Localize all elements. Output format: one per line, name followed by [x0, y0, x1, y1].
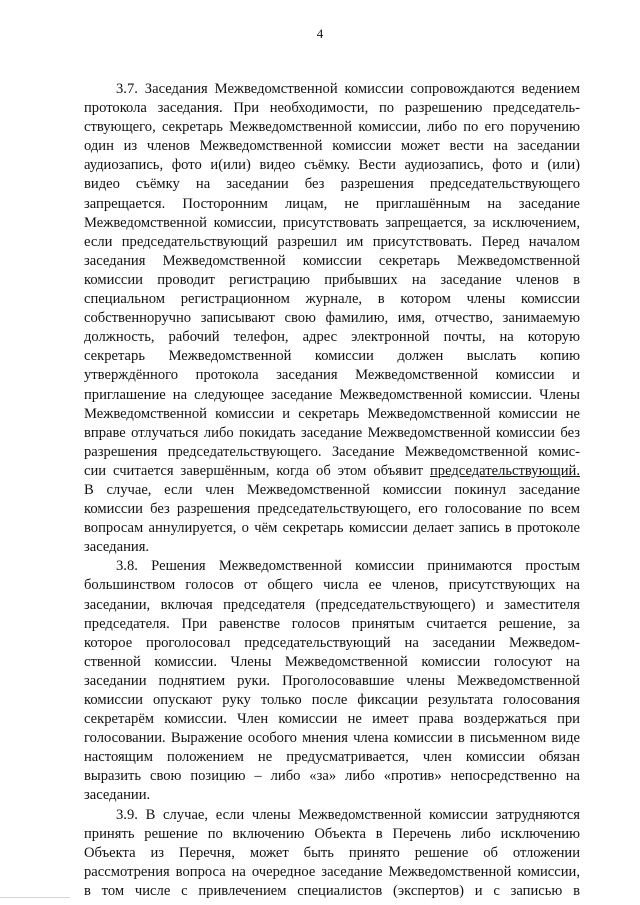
text-line: заседании поднятием руки. Проголосовавшие члены Межведомственной — [84, 672, 580, 689]
text-line: 3.8. Решения Межведомственной комиссии принимаются простым — [116, 558, 580, 575]
text-line: Межведомственной комиссии, присутствовать запрещается, за исключением, — [84, 214, 580, 231]
text-line: голосовании. Выражение особого мнения члена комиссии в письменном виде — [84, 730, 580, 747]
page-number: 4 — [316, 26, 324, 41]
text-line: Объекта из Перечня, может быть принято решение об отложении — [84, 844, 580, 861]
text-line: вопросам аннулируется, о чём секретарь комиссии делает запись в протоколе — [84, 520, 580, 537]
text-line: секретарём комиссии. Член комиссии не имеет права воздержаться при — [84, 711, 580, 728]
text-line: если председательствующий разрешил им присутствовать. Перед началом — [84, 233, 580, 250]
text-line: утверждённого протокола заседания Межведомственной комиссии и — [84, 367, 580, 384]
text-line: видео съёмку на заседании без разрешения председательствующего — [84, 176, 580, 193]
text-line: сии считается завершённым, когда об этом объявит председательствующий. — [84, 462, 580, 479]
text-line: протокола заседания. При необходимости, по разрешению председатель- — [84, 100, 580, 117]
text-line: которое проголосовал председательствующий на заседании Межведом- — [84, 634, 580, 651]
text-line: заседании. — [84, 787, 151, 804]
text-line: заседании, включая председателя (председательствующего) и заместителя — [84, 596, 580, 613]
text-line: секретарь Межведомственной комиссии должен выслать копию — [84, 348, 580, 365]
text-line: рассмотрения вопроса на очередное заседание Межведомственной комиссии, — [84, 863, 580, 880]
text-line: комиссии опускают руку только после фиксации результата голосования — [84, 692, 580, 708]
text-line: вправе отлучаться либо покидать заседание Межведомственной комиссии без — [84, 424, 580, 441]
text-line: председателя. При равенстве голосов принятым считается решение, за — [84, 615, 580, 632]
text-line: один из членов Межведомственной комиссии может вести на заседании — [84, 138, 580, 155]
text-line: заседания Межведомственной комиссии секретарь Межведомственной — [84, 252, 580, 269]
text-line: 3.7. Заседания Межведомственной комиссии сопровождаются ведением — [116, 81, 580, 97]
text-line: Межведомственной комиссии и секретарь Межведомственной комиссии не — [84, 405, 580, 422]
text-line: собственноручно записывают свою фамилию, имя, отчество, занимаемую — [84, 310, 580, 327]
text-line: ствующего, секретарь Межведомственной комиссии, либо по его поручению — [84, 119, 580, 136]
underlined-text: председательствующий. — [429, 462, 580, 479]
text-line: специальном регистрационном журнале, в котором члены комиссии — [84, 291, 580, 308]
text-line: запрещается. Посторонним лицам, не приглашённым на заседание — [84, 195, 580, 212]
text-line: 3.9. В случае, если члены Межведомственной комиссии затрудняются — [116, 806, 580, 823]
text-line: заседания. — [84, 539, 150, 556]
text-line: комиссии проводит регистрацию прибывших на заседание членов в — [84, 271, 580, 288]
text-line: ственной комиссии. Члены Межведомственной комиссии голосуют на — [84, 653, 580, 670]
text-line: выразить свою позицию – либо «за» либо «против» непосредственно на — [84, 768, 580, 785]
body-text — [84, 80, 580, 901]
text-line: аудиозапись, фото и(или) видео съёмку. Вести аудиозапись, фото и (или) — [84, 157, 580, 174]
text-line: разрешения председательствующего. Заседание Межведомственной комис- — [84, 443, 580, 460]
text-line: В случае, если член Межведомственной комиссии покинул заседание — [84, 481, 580, 498]
text-line: приглашение на следующее заседание Межведомственной комиссии. Члены — [84, 386, 580, 403]
text-line: большинством голосов от общего числа ее членов, присутствующих на — [84, 577, 580, 594]
text-line: комиссии без разрешения председательствующего, его голосование по всем — [84, 501, 580, 518]
scan-edge-line — [0, 897, 70, 898]
text-line: должность, рабочий телефон, адрес электронной почты, на которую — [84, 329, 580, 346]
text-line: в том числе с привлечением специалистов (экспертов) и с записью в — [84, 882, 580, 899]
text-line: принять решение по включению Объекта в Перечень либо исключению — [84, 825, 580, 842]
text-line: настоящим положением не предусматривается, член комиссии обязан — [84, 749, 580, 766]
